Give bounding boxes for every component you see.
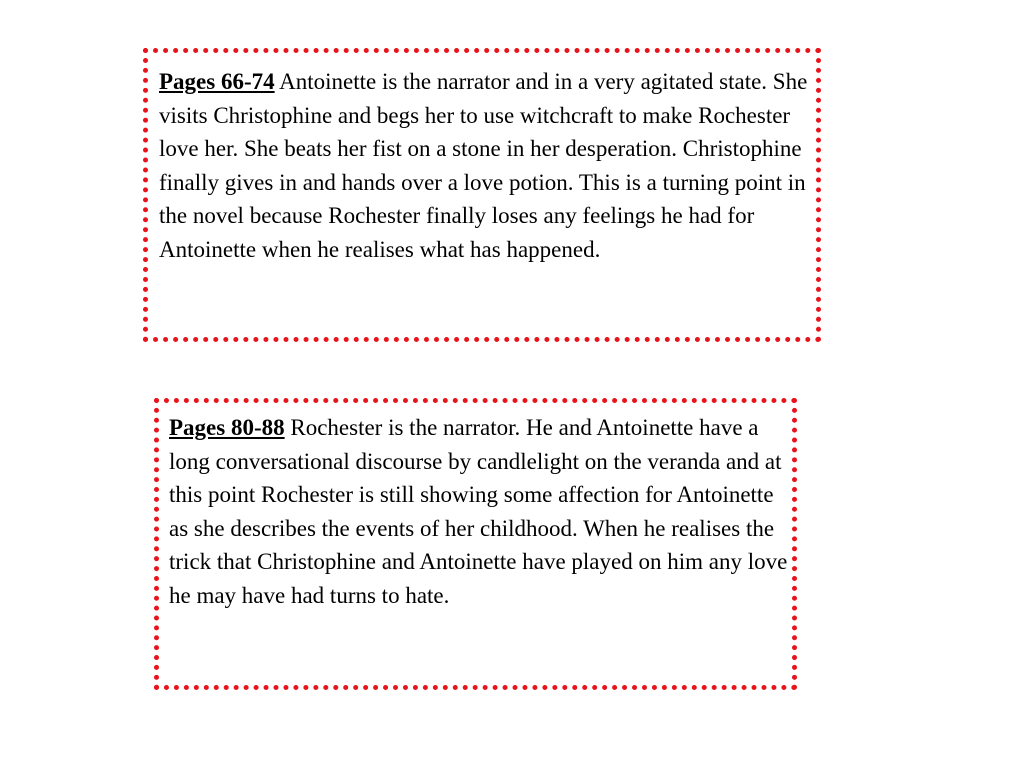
summary-paragraph [169, 411, 794, 613]
summary-paragraph [159, 65, 821, 267]
section-text: Antoinette is the narrator and in a very agitated state. She visits Christophine and begs her to use witchcraft to make Rochester love her. She beats her fist on a stone in her desperation. Christophine finally gives in and hands over a love potion. This is a turning point in the novel because Rochester finally loses any feelings he had for Antoinette when he realises what has happened. [159, 69, 808, 262]
summary-box-pages-80-88 [154, 398, 797, 690]
section-heading: Pages 80-88 [169, 415, 285, 440]
section-text: Rochester is the narrator. He and Antoinette have a long conversational discourse by candlelight on the veranda and at this point Rochester is still showing some affection for Antoinette as she describes the events of her childhood. When he realises the trick that Christophine and Antoinette have played on him any love he may have had turns to hate. [169, 415, 788, 608]
section-heading: Pages 66-74 [159, 69, 275, 94]
summary-box-pages-66-74 [143, 48, 821, 342]
